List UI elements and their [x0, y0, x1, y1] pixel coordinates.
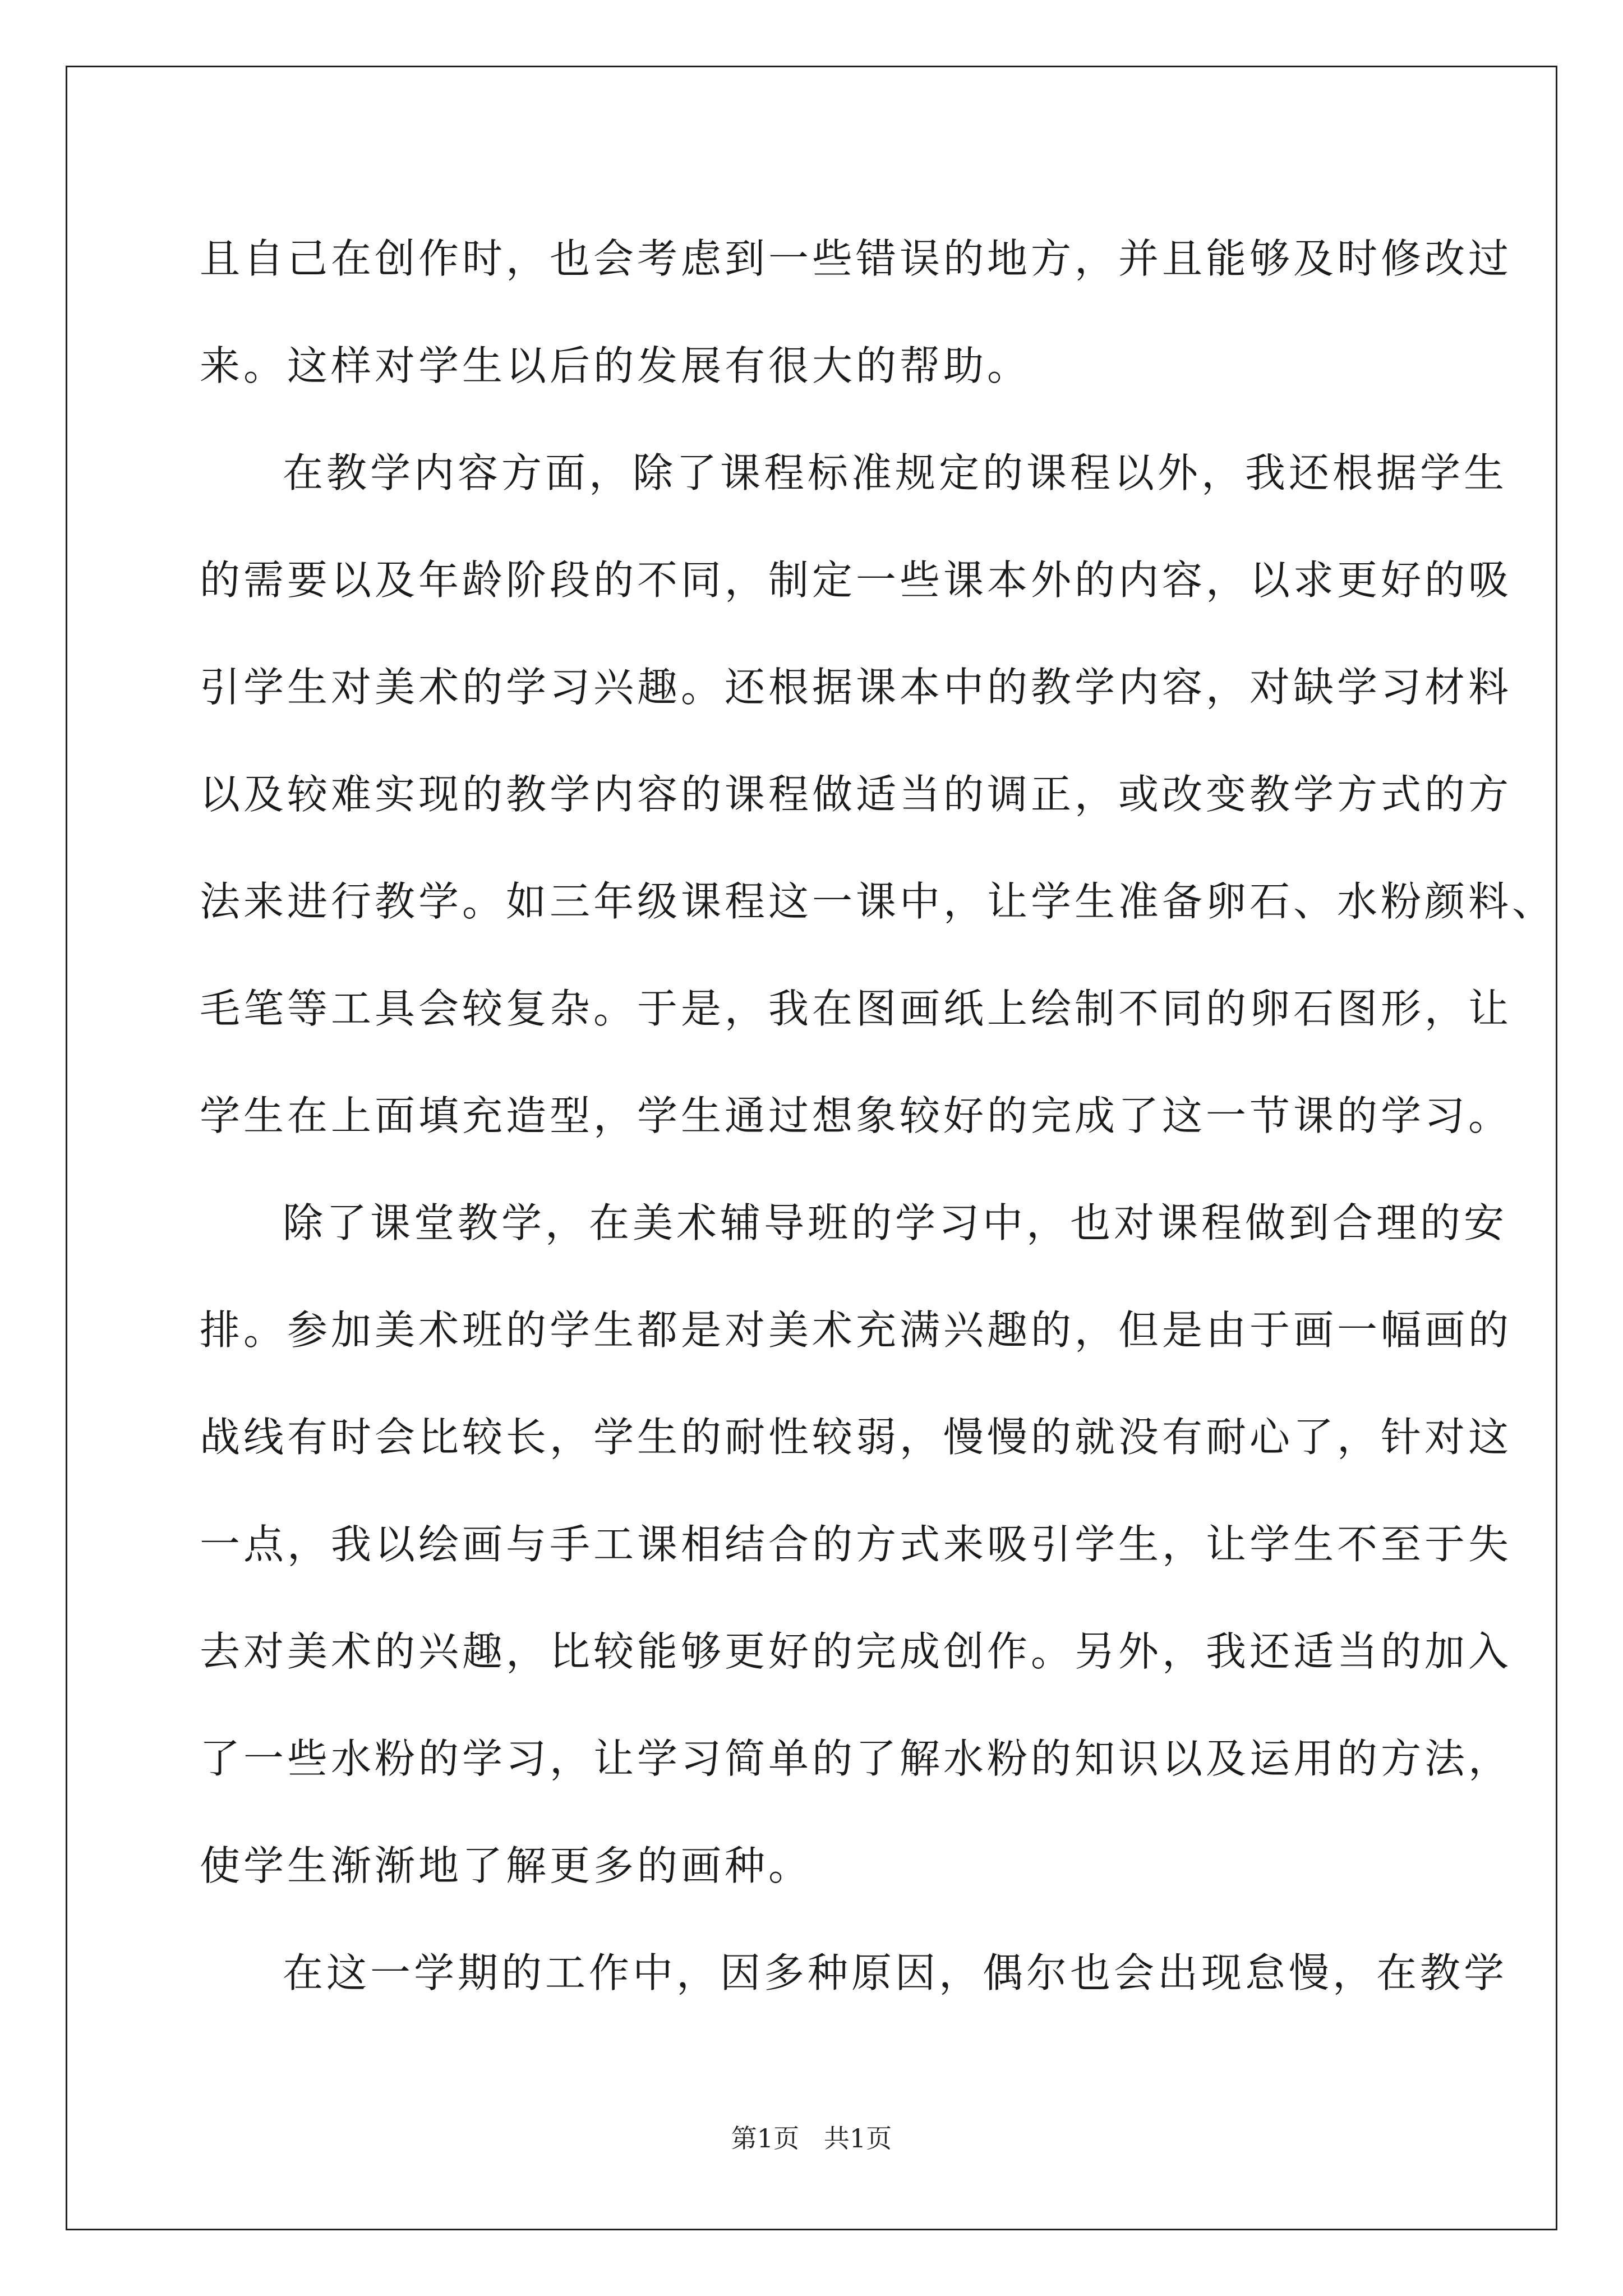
text-line: 一点，我以绘画与手工课相结合的方式来吸引学生，让学生不至于失 [200, 1521, 1513, 1568]
text-line: 使学生渐渐地了解更多的画种。 [200, 1842, 813, 1889]
text-line: 去对美术的兴趣，比较能够更好的完成创作。另外，我还适当的加入 [200, 1628, 1513, 1675]
text-line: 且自己在创作时，也会考虑到一些错误的地方，并且能够及时修改过 [200, 235, 1513, 282]
page-footer: 第1页 共1页 [731, 2123, 892, 2154]
text-line: 学生在上面填充造型，学生通过想象较好的完成了这一节课的学习。 [200, 1092, 1513, 1139]
text-line: 引学生对美术的学习兴趣。还根据课本中的教学内容，对缺学习材料 [200, 664, 1513, 711]
text-line: 来。这样对学生以后的发展有很大的帮助。 [200, 342, 1031, 389]
text-line: 在这一学期的工作中，因多种原因，偶尔也会出现怠慢，在教学 [283, 1949, 1508, 1996]
text-line: 了一些水粉的学习，让学习简单的了解水粉的知识以及运用的方法， [200, 1735, 1513, 1782]
text-line: 在教学内容方面，除了课程标准规定的课程以外，我还根据学生 [283, 449, 1508, 496]
text-line: 除了课堂教学，在美术辅导班的学习中，也对课程做到合理的安 [283, 1199, 1508, 1246]
text-line: 的需要以及年龄阶段的不同，制定一些课本外的内容，以求更好的吸 [200, 556, 1513, 604]
text-line: 以及较难实现的教学内容的课程做适当的调正，或改变教学方式的方 [200, 771, 1513, 818]
text-line: 法来进行教学。如三年级课程这一课中，让学生准备卵石、水粉颜料、 [200, 878, 1556, 925]
text-line: 毛笔等工具会较复杂。于是，我在图画纸上绘制不同的卵石图形，让 [200, 985, 1513, 1032]
document-body [200, 205, 1556, 2027]
text-line: 战线有时会比较长，学生的耐性较弱，慢慢的就没有耐心了，针对这 [200, 1414, 1513, 1461]
text-line: 排。参加美术班的学生都是对美术充满兴趣的，但是由于画一幅画的 [200, 1306, 1513, 1354]
